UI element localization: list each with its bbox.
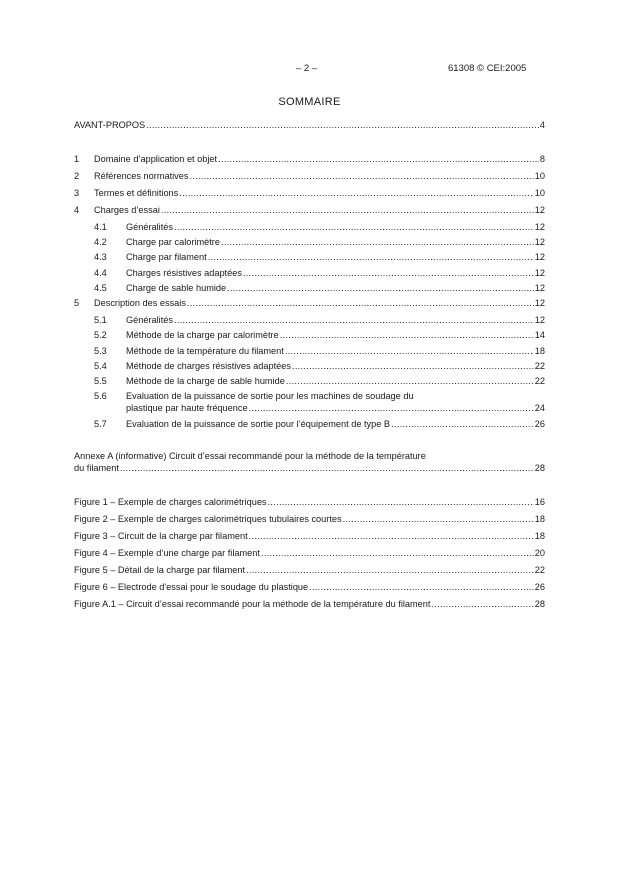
toc-entry-label: Evaluation de la puissance de sortie pour l’équipement de type B [126, 419, 391, 429]
toc-entry-page: 12 [534, 268, 545, 278]
toc-entry-label: Charge par filament [126, 252, 207, 262]
toc-entry-page: 22 [534, 376, 545, 386]
toc-entry-label: Généralités [126, 222, 173, 232]
toc-entry-number: 4 [74, 205, 80, 215]
toc-entry-page: 26 [534, 419, 545, 429]
toc-entry-label: Figure 2 – Exemple de charges calorimétriques tubulaires courtes [74, 514, 342, 524]
toc-entry-page: 16 [534, 497, 545, 507]
toc-entry-4-1[interactable] [74, 221, 545, 234]
toc-entry-label: Charges d’essai [94, 205, 160, 215]
toc-entry-label: Méthode de la charge de sable humide [126, 376, 285, 386]
toc-leader-dots [146, 119, 539, 132]
toc-entry-page: 18 [534, 514, 545, 524]
toc-figure-1[interactable] [74, 496, 545, 509]
toc-leader-dots [218, 153, 539, 166]
toc-entry-label: Figure 4 – Exemple d’une charge par filament [74, 548, 260, 558]
toc-leader-dots [285, 345, 534, 358]
toc-leader-dots [292, 360, 534, 373]
toc-entry-page: 10 [534, 188, 545, 198]
page-title: SOMMAIRE [278, 96, 341, 108]
toc-entry-5-2[interactable] [74, 329, 545, 342]
toc-entry-page: 12 [534, 237, 545, 247]
toc-entry-5-5[interactable] [74, 375, 545, 388]
toc-entry-number: 4.5 [94, 283, 107, 293]
toc-entry-page: 12 [534, 252, 545, 262]
toc-entry-page: 14 [534, 330, 545, 340]
toc-leader-dots [286, 375, 534, 388]
toc-leader-dots [221, 236, 534, 249]
toc-entry-page: 28 [534, 599, 545, 609]
toc-entry-label: Domaine d’application et objet [94, 154, 218, 164]
toc-entry-page: 18 [534, 531, 545, 541]
toc-entry-label: du filament [74, 463, 119, 473]
toc-entry-page: 12 [534, 222, 545, 232]
toc-entry-number: 5 [74, 298, 80, 308]
toc-entry-1[interactable] [74, 153, 545, 166]
toc-entry-label: Charge par calorimètre [126, 237, 220, 247]
toc-figure-4[interactable] [74, 547, 545, 560]
toc-entry-number: 5.5 [94, 376, 107, 386]
toc-figure-2[interactable] [74, 513, 545, 526]
toc-entry-page: 20 [534, 548, 545, 558]
toc-entry-label: Références normatives [94, 171, 189, 181]
toc-entry-5[interactable] [74, 297, 545, 310]
toc-leader-dots [161, 204, 534, 217]
toc-entry-number: 5.7 [94, 419, 107, 429]
toc-entry-4-2[interactable] [74, 236, 545, 249]
toc-entry-annex-a[interactable] [74, 462, 545, 475]
toc-entry-5-6[interactable] [126, 402, 545, 415]
toc-entry-number: 4.2 [94, 237, 107, 247]
toc-leader-dots [249, 530, 534, 543]
toc-entry-number: 3 [74, 188, 80, 198]
toc-entry-number: 4.3 [94, 252, 107, 262]
toc-entry-4[interactable] [74, 204, 545, 217]
toc-leader-dots [268, 496, 534, 509]
toc-entry-5-7[interactable] [74, 418, 545, 431]
toc-entry-number: 4.1 [94, 222, 107, 232]
toc-entry-number: 5.3 [94, 346, 107, 356]
toc-entry-5-6-number: 5.6 [94, 391, 107, 401]
toc-entry-page: 12 [534, 315, 545, 325]
toc-entry-label: plastique par haute fréquence [126, 403, 248, 413]
toc-entry-label: Figure 1 – Exemple de charges calorimétriques [74, 497, 267, 507]
toc-leader-dots [391, 418, 534, 431]
toc-figure-3[interactable] [74, 530, 545, 543]
toc-entry-5-4[interactable] [74, 360, 545, 373]
toc-entry-label: Figure 6 – Electrode d'essai pour le soudage du plastique [74, 582, 309, 592]
toc-entry-label: Méthode de charges résistives adaptées [126, 361, 291, 371]
toc-entry-page: 12 [534, 298, 545, 308]
toc-leader-dots [227, 282, 534, 295]
toc-entry-page: 10 [534, 171, 545, 181]
toc-leader-dots [179, 187, 534, 200]
toc-entry-page: 18 [534, 346, 545, 356]
toc-entry-page: 24 [534, 403, 545, 413]
toc-entry-5-6-label-line1[interactable]: Evaluation de la puissance de sortie pour les machines de soudage du [126, 391, 414, 401]
toc-leader-dots [280, 329, 534, 342]
toc-entry-label: Méthode de la charge par calorimètre [126, 330, 279, 340]
toc-entry-page: 26 [534, 582, 545, 592]
toc-leader-dots [343, 513, 534, 526]
toc-entry-4-3[interactable] [74, 251, 545, 264]
toc-entry-number: 5.1 [94, 315, 107, 325]
toc-entry-number: 1 [74, 154, 80, 164]
toc-entry-avant-propos[interactable] [74, 119, 545, 132]
toc-entry-annex-a-label-line1[interactable]: Annexe A (informative) Circuit d’essai recommandé pour la méthode de la température [74, 451, 426, 461]
toc-entry-page: 8 [539, 154, 545, 164]
toc-leader-dots [189, 170, 533, 183]
toc-entry-5-3[interactable] [74, 345, 545, 358]
document-reference: 61308 © CEI:2005 [448, 63, 527, 74]
toc-entry-label: Figure A.1 – Circuit d’essai recommandé pour la méthode de la température du filament [74, 599, 431, 609]
toc-leader-dots [246, 564, 534, 577]
toc-entry-label: Termes et définitions [94, 188, 179, 198]
page-number: – 2 – [296, 63, 318, 74]
toc-entry-label: Figure 3 – Circuit de la charge par filament [74, 531, 248, 541]
toc-figure-6[interactable] [74, 581, 545, 594]
toc-leader-dots [243, 267, 534, 280]
toc-entry-label: Généralités [126, 315, 173, 325]
toc-entry-number: 4.4 [94, 268, 107, 278]
toc-leader-dots [309, 581, 534, 594]
toc-leader-dots [187, 297, 534, 310]
toc-entry-label: Description des essais [94, 298, 186, 308]
toc-leader-dots [261, 547, 534, 560]
toc-entry-label: Charges résistives adaptées [126, 268, 242, 278]
toc-entry-label: Méthode de la température du filament [126, 346, 284, 356]
toc-entry-4-5[interactable] [74, 282, 545, 295]
toc-figure-a1[interactable] [74, 598, 545, 611]
toc-entry-label: AVANT-PROPOS [74, 120, 146, 130]
toc-entry-label: Charge de sable humide [126, 283, 227, 293]
toc-entry-5-1[interactable] [74, 314, 545, 327]
toc-leader-dots [431, 598, 533, 611]
toc-leader-dots [208, 251, 534, 264]
toc-entry-page: 12 [534, 283, 545, 293]
toc-entry-number: 5.4 [94, 361, 107, 371]
toc-entry-page: 28 [534, 463, 545, 473]
toc-entry-number: 5.2 [94, 330, 107, 340]
toc-entry-3[interactable] [74, 187, 545, 200]
toc-entry-label: Figure 5 – Détail de la charge par filament [74, 565, 246, 575]
toc-leader-dots [174, 314, 534, 327]
toc-leader-dots [249, 402, 534, 415]
toc-entry-page: 12 [534, 205, 545, 215]
toc-entry-4-4[interactable] [74, 267, 545, 280]
toc-entry-number: 2 [74, 171, 80, 181]
toc-leader-dots [174, 221, 534, 234]
toc-leader-dots [120, 462, 534, 475]
toc-entry-page: 22 [534, 361, 545, 371]
toc-figure-5[interactable] [74, 564, 545, 577]
toc-entry-2[interactable] [74, 170, 545, 183]
toc-entry-page: 22 [534, 565, 545, 575]
toc-entry-page: 4 [539, 120, 545, 130]
